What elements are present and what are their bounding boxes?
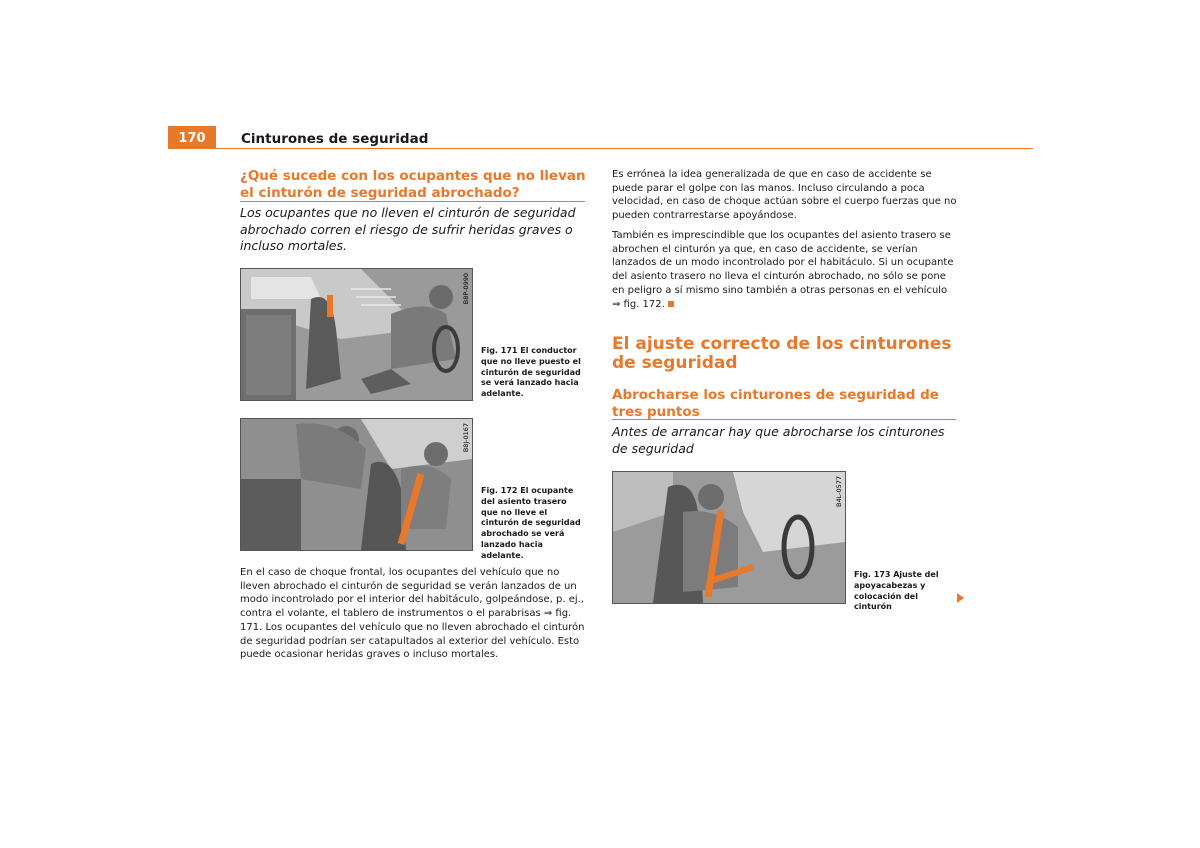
figure-171-image bbox=[240, 268, 473, 401]
continue-arrow-icon bbox=[957, 593, 964, 603]
figure-171-caption: Fig. 171 El conductor que no lleve puesto el cinturón de seguridad se verá lanzado hacia adelante. bbox=[481, 346, 581, 399]
subsection-intro: Antes de arrancar hay que abrocharse los cinturones de seguridad bbox=[612, 424, 945, 456]
figure-172-image bbox=[240, 418, 473, 551]
figure-173-image bbox=[612, 471, 846, 604]
section-end-icon bbox=[668, 301, 674, 307]
figure-173-code: B4L-0577 bbox=[835, 476, 843, 507]
header-divider bbox=[168, 148, 1033, 149]
chapter-title: Cinturones de seguridad bbox=[241, 131, 429, 147]
subsection-heading: Abrocharse los cinturones de seguridad de tres puntos bbox=[612, 387, 939, 420]
figure-172-code: B8J-0167 bbox=[462, 423, 470, 453]
body-paragraph-left: En el caso de choque frontal, los ocupantes del vehículo que no lleven abrochado el cinturón de seguridad se verán lanzados de un modo incontrolado por el interior del habitáculo, golpeándose, p. ej., contra el volante, el tablero de instrumentos o el parabrisas ⇒ fig. 171. Los ocupantes del vehículo que no lleven abrochado el cinturón de seguridad podrían ser catapultados al exterior del vehículo. Esto puede ocasionar heridas graves o incluso mortales. bbox=[240, 567, 585, 661]
figure-172-caption: Fig. 172 El ocupante del asiento trasero que no lleve el cinturón de seguridad abrochado se verá lanzado hacia adelante. bbox=[481, 486, 581, 560]
body-paragraph-2 bbox=[612, 229, 957, 311]
section-heading-rule bbox=[240, 201, 585, 202]
chapter-section-heading: El ajuste correcto de los cinturones de seguridad bbox=[612, 334, 952, 373]
body-paragraph-2-text: También es imprescindible que los ocupantes del asiento trasero se abrochen el cinturón ya que, en caso de accidente, se verían lanzados de un modo incontrolado por el habitáculo. Si un ocupante del asiento trasero no lleva el cinturón abrochado, no sólo se pone en peligro a sí mismo sino también a otras personas en el vehículo ⇒ fig. 172. bbox=[612, 230, 954, 310]
section-intro: Los ocupantes que no lleven el cinturón de seguridad abrochado corren el riesgo de sufrir heridas graves o incluso mortales. bbox=[240, 205, 576, 253]
figure-171-code: B8P-0990 bbox=[462, 273, 470, 305]
subsection-heading-rule bbox=[612, 419, 956, 420]
figure-173-caption: Fig. 173 Ajuste del apoyacabezas y colocación del cinturón bbox=[854, 570, 939, 612]
section-heading: ¿Qué sucede con los ocupantes que no llevan el cinturón de seguridad abrochado? bbox=[240, 168, 586, 201]
page-number: 170 bbox=[178, 131, 206, 146]
body-paragraph-1: Es errónea la idea generalizada de que en caso de accidente se puede parar el golpe con las manos. Incluso circulando a poca velocidad, en caso de choque actúan sobre el cuerpo fuerzas que no pueden contrarrestarse apoyándose. bbox=[612, 169, 957, 222]
